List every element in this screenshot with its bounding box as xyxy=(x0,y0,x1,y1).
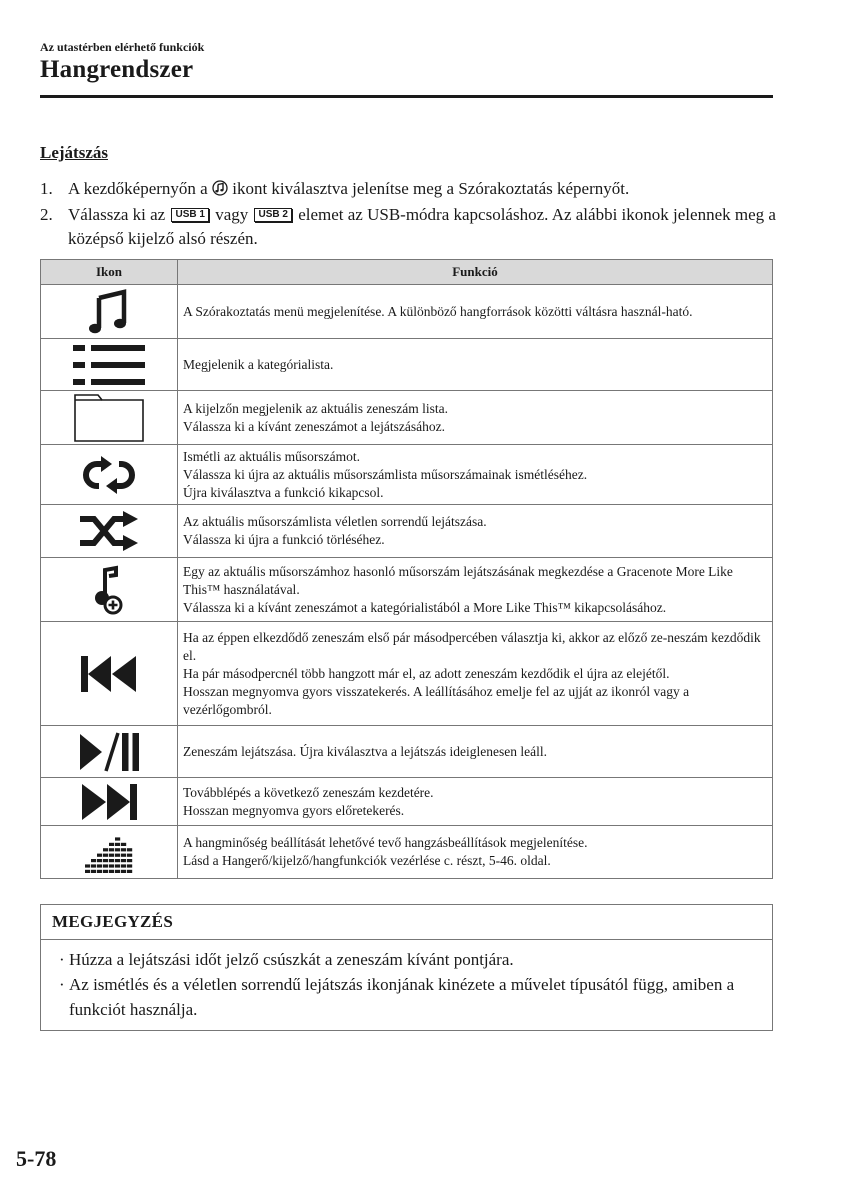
table-header-row xyxy=(41,260,773,285)
note-item xyxy=(59,972,762,1022)
header-function: Funkció xyxy=(178,260,773,285)
table-row xyxy=(41,726,773,778)
description-line: Válassza ki újra a funkció törléséhez. xyxy=(183,532,385,547)
table-row xyxy=(41,622,773,726)
step-2 xyxy=(40,203,780,251)
page-title: Hangrendszer xyxy=(40,56,194,83)
table-row xyxy=(41,505,773,558)
table-row xyxy=(41,391,773,445)
function-description xyxy=(178,285,773,339)
description-line: Az aktuális műsorszámlista véletlen sorrendű lejátszása. xyxy=(183,514,487,529)
table-row xyxy=(41,445,773,505)
description-line: Továbblépés a következő zeneszám kezdetére. xyxy=(183,784,434,800)
page-number: 5-78 xyxy=(16,1146,57,1171)
function-description xyxy=(178,391,773,445)
step-text: vagy xyxy=(215,205,249,224)
function-description xyxy=(178,726,773,778)
usb1-button-label: USB 1 xyxy=(171,208,208,222)
function-description xyxy=(178,505,773,558)
step-number: 2. xyxy=(40,205,53,224)
more-like-this-icon xyxy=(41,565,177,615)
next-track-icon xyxy=(41,784,177,820)
category-list-icon xyxy=(41,343,177,387)
icon-function-table xyxy=(40,259,773,879)
playback-steps xyxy=(40,177,780,251)
step-text: ikont kiválasztva jelenítse meg a Szórakoztatás képernyőt. xyxy=(232,179,630,198)
equalizer-icon xyxy=(41,830,177,874)
playback-heading: Lejátszás xyxy=(40,143,108,162)
note-text: Húzza a lejátszási időt jelző csúszkát a zeneszám kívánt pontjára. xyxy=(69,950,514,969)
note-item xyxy=(59,947,762,972)
table-row xyxy=(41,558,773,622)
function-description xyxy=(178,445,773,505)
function-description xyxy=(178,622,773,726)
music-note-icon xyxy=(41,289,177,335)
note-text: Az ismétlés és a véletlen sorrendű lejátszás ikonjának kinézete a művelet típusától függ, amiben a funkciót használja. xyxy=(69,975,735,1019)
description-line: Újra kiválasztva a funkció kikapcsol. xyxy=(183,484,384,500)
table-row xyxy=(41,285,773,339)
function-description xyxy=(178,339,773,391)
description-line: Ismétli az aktuális műsorszámot. xyxy=(183,448,360,464)
function-description xyxy=(178,778,773,826)
previous-track-icon xyxy=(41,656,177,692)
description-line: Ha pár másodpercnél több hangzott már el, az adott zeneszám kezdődik el újra az elejétől. xyxy=(183,665,670,681)
title-divider xyxy=(40,95,773,98)
usb2-button-label: USB 2 xyxy=(254,208,291,222)
bullet: · xyxy=(59,975,65,994)
description-line: Válassza ki a kívánt zeneszámot a kategórialistából a More Like This™ kikapcsolásához. xyxy=(183,599,667,615)
description-line: A hangminőség beállítását lehetővé tevő hangzásbeállítások megjelenítése. xyxy=(183,835,588,850)
note-box xyxy=(40,904,773,1031)
description-line: Válassza ki a kívánt zeneszámot a lejátszásához. xyxy=(183,418,446,434)
description-line: Válassza ki újra az aktuális műsorszámlista műsorszámainak ismétléséhez. xyxy=(183,466,588,482)
step-text: A kezdőképernyőn a xyxy=(68,179,208,198)
shuffle-icon xyxy=(41,511,177,551)
section-header: Az utastérben elérhető funkciók xyxy=(40,40,205,54)
folder-icon xyxy=(41,394,177,442)
table-row xyxy=(41,339,773,391)
description-line: A kijelzőn megjelenik az aktuális zeneszám lista. xyxy=(183,400,449,416)
description-line: Megjelenik a kategórialista. xyxy=(183,356,334,372)
bullet: · xyxy=(59,950,65,969)
step-1 xyxy=(40,177,780,203)
table-row xyxy=(41,778,773,826)
description-line: Egy az aktuális műsorszámhoz hasonló műsorszám lejátszásának megkezdése a Gracenote More Like This™ használatával. xyxy=(183,563,733,597)
description-line: Hosszan megnyomva gyors visszatekerés. A leállításához emelje fel az ujját az ikonról vagy a vezérlőgombról. xyxy=(183,683,690,717)
function-description xyxy=(178,558,773,622)
description-line: Ha az éppen elkezdődő zeneszám első pár másodpercében választja ki, akkor az előző ze-neszám kezdődik el. xyxy=(183,629,761,663)
step-number: 1. xyxy=(40,179,53,198)
note-title: MEGJEGYZÉS xyxy=(41,905,772,940)
description-line: A Szórakoztatás menü megjelenítése. A különböző hangforrások közötti váltásra használ-ható. xyxy=(183,303,693,319)
description-line: Hosszan megnyomva gyors előretekerés. xyxy=(183,802,405,818)
play-pause-icon xyxy=(41,732,177,772)
description-line: Lásd a Hangerő/kijelző/hangfunkciók vezérlése c. részt, 5-46. oldal. xyxy=(183,853,551,868)
repeat-icon xyxy=(41,455,177,495)
description-line: Zeneszám lejátszása. Újra kiválasztva a lejátszás ideiglenesen leáll. xyxy=(183,743,547,759)
music-note-inline-icon xyxy=(212,179,228,203)
note-list xyxy=(41,940,772,1030)
function-description xyxy=(178,826,773,879)
step-text: Válassza ki az xyxy=(68,205,166,224)
header-icon: Ikon xyxy=(41,260,178,285)
step-text: elemet az USB-módra kapcsoláshoz. Az alábbi ikonok jelennek meg a középső kijelző alsó részén. xyxy=(68,205,776,248)
table-row xyxy=(41,826,773,879)
